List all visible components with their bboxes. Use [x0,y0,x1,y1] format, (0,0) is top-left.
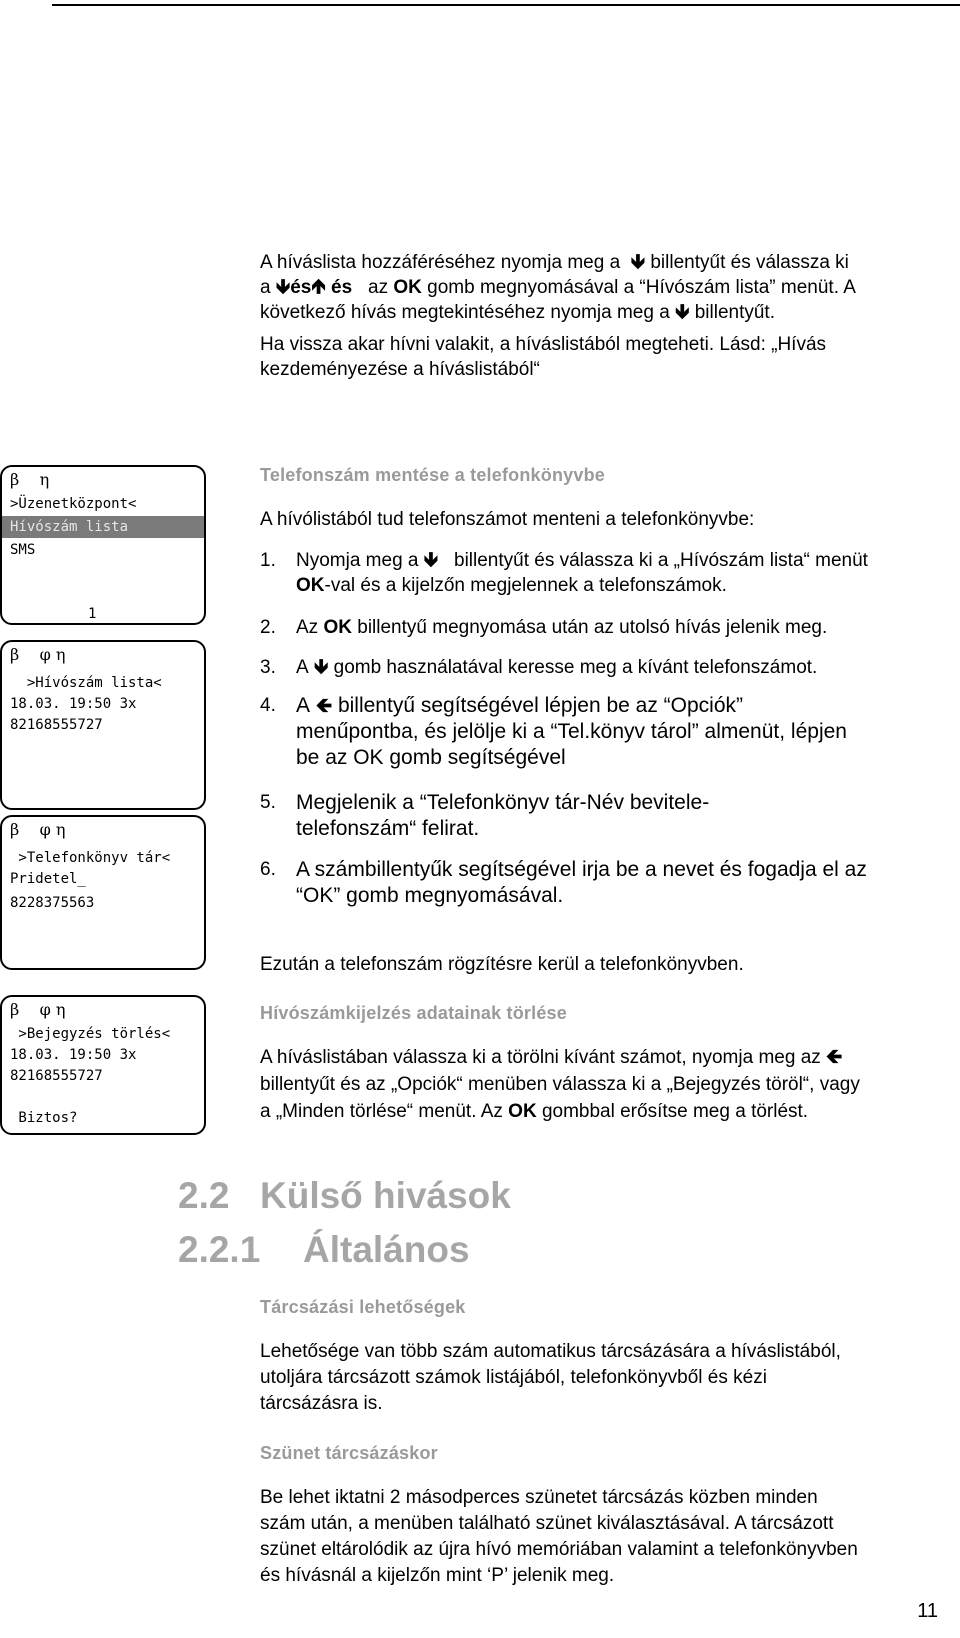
pause-line-3: szünet eltárolódik az újra hívó memóriában valamint a telefonkönyvben [260,1539,858,1560]
display-line: 82168555727 [10,1068,103,1084]
phone-display-call-list [0,640,206,810]
pause-line-1: Be lehet iktatni 2 másodperces szünetet tárcsázás közben minden [260,1487,818,1508]
step-number: 2. [260,617,276,638]
list-item: 2. Az OK billentyű megnyomása után az utolsó hívás jelenik meg. [260,617,828,638]
display-highlight [2,516,204,538]
display-line: 18.03. 19:50 3x [10,696,137,712]
section-heading-delete: Hívószámkijelzés adatainak törlése [260,1003,567,1023]
down-arrow-icon: 🡻 [275,276,291,298]
intro-line-2: a 🡻és🡹 és az OK gomb megnyomásával a “Hívószám lista” menüt. A [260,276,856,298]
pause-line-4: és hívásnál a kijelzőn mint ‘P’ jelenik meg. [260,1565,615,1586]
dial-line-2: utoljára tárcsázott számok listájából, telefonkönyvből és kézi [260,1367,767,1388]
heading-2-2-1: 2.2.1 Általános [178,1229,470,1270]
pause-line-2: szám után, a menüben található szünet kiválasztásával. A tárcsázott [260,1513,834,1534]
status-icons: β φ η [10,645,66,664]
page-number: 11 [917,1600,938,1622]
phone-display-delete [0,995,206,1135]
display-line: Biztos? [10,1110,78,1126]
list-item: 3. A 🡻 gomb használatával keresse meg a kívánt telefonszámot. [260,656,818,678]
display-counter: 1 [88,606,97,622]
delete-line-2: billentyűt és az „Opciók“ menüben válassza ki a „Bejegyzés töröl“, vagy [260,1074,860,1095]
display-line: >Telefonkönyv tár< [10,850,171,866]
list-item: 5. Megjelenik a “Telefonkönyv tár-Név bevitele- telefonszám“ felirat. [260,791,710,840]
step-number: 5. [260,792,276,813]
display-line-selected: Hívószám lista [10,519,129,535]
display-line: >Bejegyzés törlés< [10,1026,171,1042]
status-icons: β φ η [10,1000,66,1019]
status-icons: β φ η [10,820,66,839]
delete-line-1: A híváslistában válassza ki a törölni kívánt számot, nyomja meg az 🡸 [260,1046,843,1068]
display-line: >Üzenetközpont< [10,496,137,512]
intro-line-3: következő hívás megtekintéséhez nyomja meg a 🡻 billentyűt. [260,301,775,323]
left-arrow-icon: 🡸 [826,1046,843,1068]
up-arrow-icon: 🡹 [311,276,326,298]
list-item: 4. A 🡸 billentyű segítségével lépjen be az “Opciók” menűpontba, és jelölje ki a “Tel.könyv tárol” almenüt, lépjen be az OK gomb segítségével [260,694,847,769]
save-intro: A hívólistából tud telefonszámot menteni a telefonkönyvbe: [260,509,755,530]
display-line: SMS [10,542,36,558]
display-line: Pridetel_ [10,871,86,887]
dial-line-3: tárcsázásra is. [260,1393,383,1414]
down-arrow-icon: 🡻 [675,301,690,323]
step-number: 6. [260,859,276,880]
dial-line-1: Lehetősége van több szám automatikus tárcsázására a híváslistából, [260,1341,841,1362]
heading-2-2: 2.2 Külső hivások [178,1175,511,1216]
display-line: 8228375563 [10,895,95,911]
list-item: 6. A számbillentyűk segítségével irja be a nevet és fogadja el az “OK” gomb megnyomásával. [260,858,867,907]
status-icons: β η [10,470,50,489]
step-number: 3. [260,657,276,678]
down-arrow-icon: 🡻 [423,549,439,571]
step-number: 4. [260,695,276,716]
section-heading-dialing: Tárcsázási lehetőségek [260,1297,466,1317]
list-item: 1. Nyomja meg a 🡻 billentyűt és válassza ki a „Hívószám lista“ menüt OK-val és a kijelzőn megjelennek a telefonszámok. [260,549,868,596]
phone-display-phonebook [0,815,206,970]
intro-line-1: A híváslista hozzáféréséhez nyomja meg a 🡻 billentyűt és válassza ki [260,251,849,273]
step-number: 1. [260,550,276,571]
left-arrow-icon: 🡸 [315,695,333,717]
section-heading-pause: Szünet tárcsázáskor [260,1443,438,1463]
display-line: 18.03. 19:50 3x [10,1047,137,1063]
save-after: Ezután a telefonszám rögzítésre kerül a telefonkönyvben. [260,954,744,975]
section-heading-save: Telefonszám mentése a telefonkönyvbe [260,465,605,485]
top-rule [52,4,960,6]
intro-p2-line-2: kezdeményezése a híváslistából“ [260,359,540,380]
phone-display-menu [0,465,206,625]
down-arrow-icon: 🡻 [630,251,646,273]
display-line: 82168555727 [10,717,103,733]
delete-line-3: a „Minden törlése“ menüt. Az OK gombbal erősítse meg a törlést. [260,1101,809,1122]
intro-p2-line-1: Ha vissza akar hívni valakit, a híváslistából megteheti. Lásd: „Hívás [260,334,827,355]
display-line: >Hívószám lista< [10,675,162,691]
down-arrow-icon: 🡻 [313,656,329,678]
